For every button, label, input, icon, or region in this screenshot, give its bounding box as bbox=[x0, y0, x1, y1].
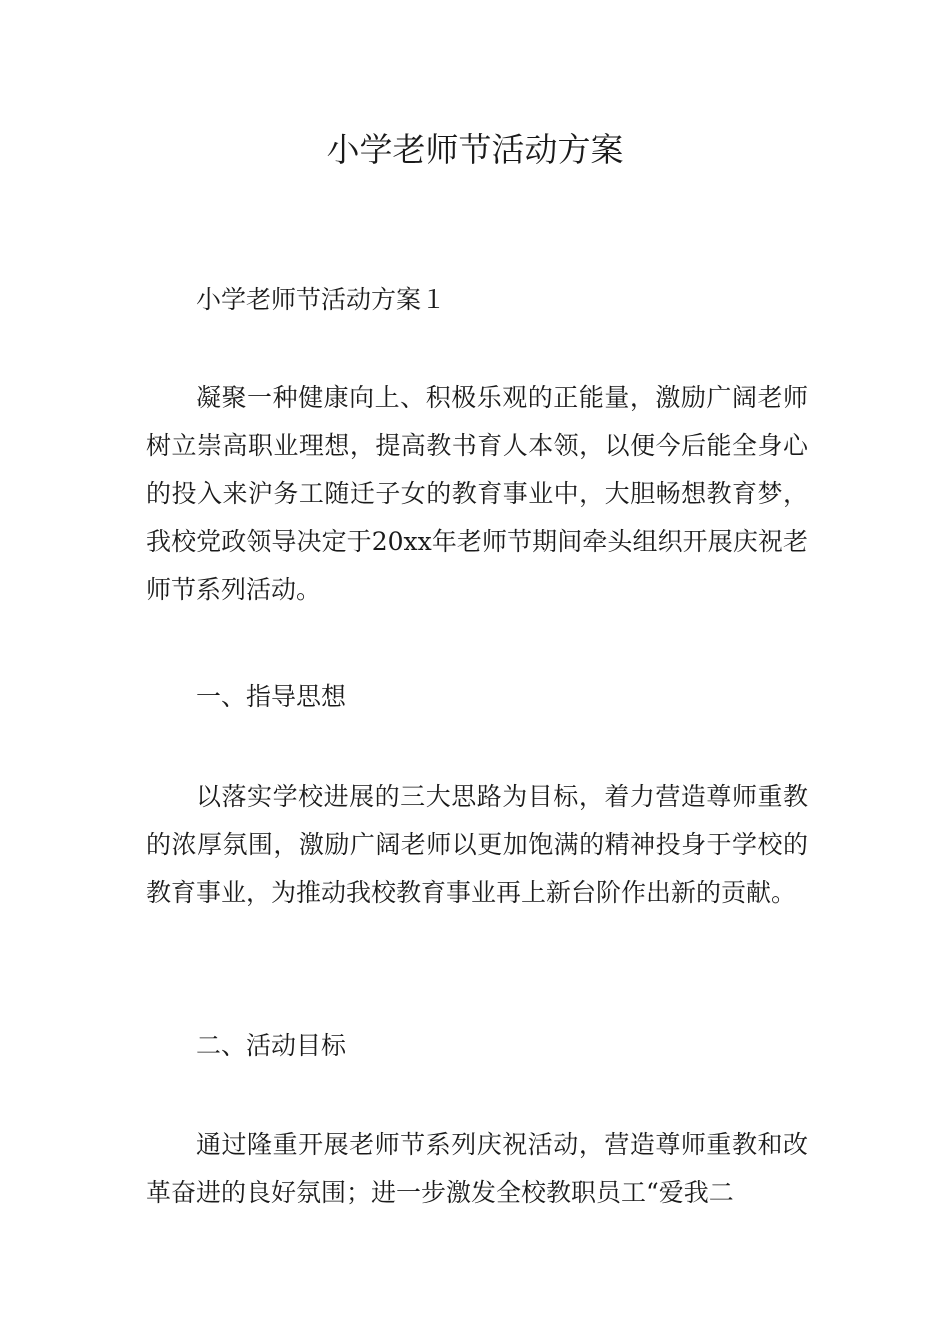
document-title: 小学老师节活动方案 bbox=[326, 130, 624, 169]
intro-paragraph: 凝聚一种健康向上、积极乐观的正能量，激励广阔老师树立崇高职业理想，提高教书育人本领，以便今后能全身心的投入来沪务工随迁子女的教育事业中，大胆畅想教育梦，我校党政领导决定于20xx年老师节期间牵头组织开展庆祝老师节系列活动。 bbox=[146, 383, 808, 604]
plan-subtitle: 小学老师节活动方案１ bbox=[196, 285, 447, 314]
section-heading-guiding-ideology: 一、指导思想 bbox=[196, 682, 347, 711]
activity-goals-paragraph: 通过隆重开展老师节系列庆祝活动，营造尊师重教和改革奋进的良好氛围；进一步激发全校教职员工“爱我二 bbox=[146, 1130, 808, 1207]
guiding-ideology-paragraph: 以落实学校进展的三大思路为目标，着力营造尊师重教的浓厚氛围，激励广阔老师以更加饱满的精神投身于学校的教育事业，为推动我校教育事业再上新台阶作出新的贡献。 bbox=[146, 782, 808, 907]
section-heading-activity-goals: 二、活动目标 bbox=[196, 1031, 347, 1060]
